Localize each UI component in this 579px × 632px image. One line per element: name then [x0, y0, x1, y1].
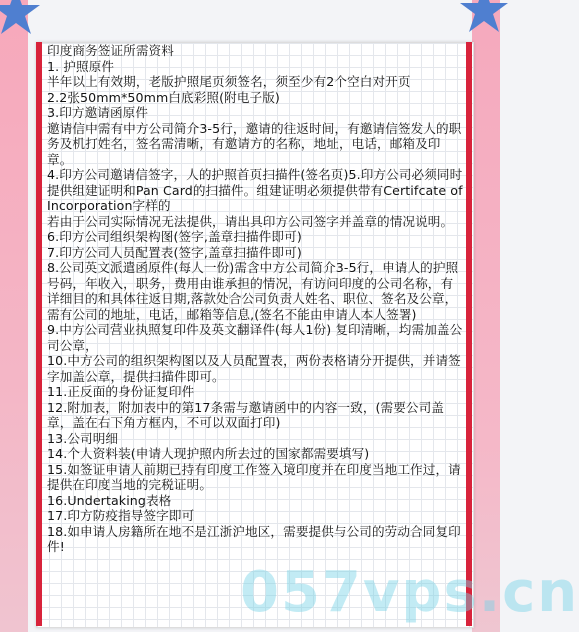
- doc-line: 18.如申请人房籍所在地不是江浙沪地区，需要提供与公司的劳动合同复印件!: [47, 523, 461, 554]
- right-decor-stripe: [472, 0, 500, 632]
- doc-line: 14.个人资料装(申请人现护照内所去过的国家都需要填写): [47, 446, 370, 461]
- doc-line: 15.如签证申请人前期已持有印度工作签入境印度并在印度当地工作过，请提供在印度当地的完税证明。: [47, 461, 461, 492]
- left-decor-stripe: [0, 0, 28, 632]
- doc-title: 印度商务签证所需资料: [47, 43, 174, 58]
- doc-line: 6.印方公司组织架构图(签字,盖章扫描件即可): [47, 229, 302, 244]
- star-icon: [0, 0, 44, 40]
- document-body: [47, 43, 465, 555]
- doc-line: 邀请信中需有中方公司简介3-5行，邀请的往返时间，有邀请信签发人的职务及机打姓名，签名需清晰，有邀请方的名称，地址，电话，邮箱及印章。: [47, 120, 462, 167]
- doc-line: 16.Undertaking表格: [47, 492, 172, 508]
- doc-line: 13.公司明细: [47, 430, 119, 446]
- doc-line: 2.2张50mm*50mm白底彩照(附电子版): [47, 89, 280, 105]
- doc-line: 9.中方公司营业执照复印件及英文翻译件(每人1份) 复印清晰，均需加盖公司公章，: [47, 322, 463, 353]
- star-icon: [456, 0, 512, 38]
- doc-line: 12.附加表，附加表中的第17条需与邀请函中的内容一致，(需要公司盖章，盖在右下角方框内，不可以双面打印): [47, 399, 444, 430]
- watermark: 057vps.cn: [240, 560, 579, 625]
- doc-line: 4.印方公司邀请信签字，人的护照首页扫描件(签名页)5.印方公司必须同时提供组建证明和Pan Card的扫描件。组建证明必须提供带有Certifcate of Incorporation字样的: [47, 167, 463, 213]
- doc-line: 半年以上有效期，老版护照尾页须签名，须至少有2个空白对开页: [47, 74, 411, 89]
- document-card: [36, 42, 474, 628]
- doc-line: 17.印方防疫指导签字即可: [47, 508, 195, 523]
- doc-line: 若由于公司实际情况无法提供，请出具印方公司签字并盖章的情况说明。: [47, 213, 454, 229]
- doc-line: 7.印方公司人员配置表(签字,盖章扫描件即可): [47, 244, 302, 260]
- doc-line: 1. 护照原件: [47, 58, 115, 74]
- doc-line: 3.印方邀请函原件: [47, 105, 149, 120]
- doc-line: 11.正反面的身份证复印件: [47, 384, 195, 399]
- doc-line: 10.中方公司的组织架构图以及人员配置表，两份表格请分开提供，并请签字加盖公章，提供扫描件即可。: [47, 353, 461, 384]
- doc-line: 8.公司英文派遣函原件(每人一份)需含中方公司简介3-5行，申请人的护照号码，年收入，职务，费用由谁承担的情况，有访问印度的公司名称，有详细目的和具体往返日期,落款处合公司负责人姓名、职位、签名及公章，需有公司的地址，电话，邮箱等信息,(签名不能由申请人本人签署): [47, 260, 459, 322]
